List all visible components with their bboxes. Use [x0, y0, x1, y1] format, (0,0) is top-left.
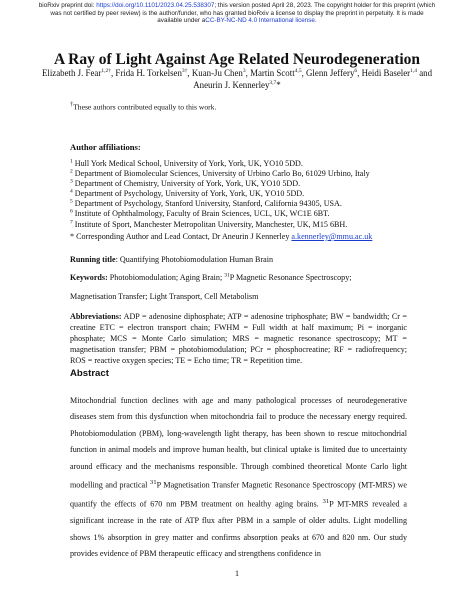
affiliations-list — [70, 159, 470, 230]
author-affiliation-sup: 1,2† — [101, 68, 111, 75]
preprint-banner — [14, 2, 460, 25]
corresponding-text: * Corresponding Author and Lead Contact, Dr Aneurin J Kennerley — [70, 232, 292, 241]
isotope-superscript: 31 — [322, 498, 330, 506]
author-name: Elizabeth J. Fear — [41, 68, 102, 78]
abbreviations-text: ADP = adenosine diphosphate; ATP = adenosine triphosphate; BW = bandwidth; Cr = creatine ETC = electron transport chain; FWHM = Full width at half maximum; Pi = inorganic phosphate; MCS = Monte Carlo simulation; MRS = magnetic resonance spectroscopy; MT = magnetisation transfer; PBM = photobiomodulation; PCr = phosphocreatine; RF = radiofrequency; ROS = reactive oxygen species; TE = Echo time; TR = Repetition time. — [70, 312, 407, 366]
author-separator: , — [245, 68, 251, 78]
license-link[interactable]: CC-BY-NC-ND 4.0 International license — [205, 17, 315, 25]
affiliation-text: Department of Psychology, University of York, York, UK, YO10 5DD. — [74, 189, 305, 199]
page-number: 1 — [234, 569, 240, 578]
running-title-label: Running title — [70, 255, 116, 264]
author-name: Heidi Baseler — [361, 68, 411, 78]
author-separator: , — [301, 68, 306, 78]
author-affiliation-sup: 4,5 — [294, 68, 302, 75]
corresponding-author — [70, 230, 407, 243]
banner-text: . — [314, 17, 317, 25]
abstract-text: Mitochondrial function declines with age and many pathological processes of neurodegenerative diseases stem from this dysfunction when mitochondria fail to produce the necessary energy required. Photobiomodulation (PBM), long-wavelength light therapy, has been shown to rescue mitochondrial function in animal models and improve human health, but clinical uptake is limited due to uncertainty around efficacy and the mechanisms responsible. Through combined theoretical Monte Carlo light modelling and practical — [70, 396, 407, 490]
author-affiliation-sup: 3† — [181, 68, 188, 75]
author-separator: and — [417, 68, 433, 78]
running-title — [70, 253, 407, 266]
note-text: These authors contributed equally to this work. — [73, 102, 217, 112]
email-link[interactable]: a.kennerley@mmu.ac.uk — [291, 232, 373, 241]
affiliation-item — [70, 209, 470, 219]
affiliation-item — [70, 169, 470, 179]
abstract-heading: Abstract — [70, 368, 109, 379]
affiliation-text: Institute of Sport, Manchester Metropolitan University, Manchester, UK, M15 6BH. — [74, 219, 348, 229]
affiliation-number: 7 — [70, 218, 73, 225]
author-separator: , — [187, 68, 192, 78]
author-affiliation-sup: 6 — [354, 68, 358, 75]
affiliation-text: Department of Biomolecular Sciences, University of Urbino Carlo Bo, 61029 Urbino, Italy — [74, 169, 370, 179]
banner-text: was not certified by peer review) is the author/funder, who has granted bioRxiv a license to display the preprint in perpetuity. It is made — [50, 9, 424, 17]
abbreviations-label: Abbreviations: — [70, 312, 122, 321]
isotope-superscript: 31 — [224, 272, 230, 279]
affiliation-item — [70, 159, 470, 169]
keywords-text: Photobiomodulation; Aging Brain; — [107, 273, 225, 282]
keywords-text: P Magnetic Resonance Spectroscopy; — [229, 273, 352, 282]
author-name: Kuan-Ju Chen — [191, 68, 243, 78]
author-affiliation-sup: 3,7 — [269, 79, 277, 86]
keywords — [70, 271, 407, 284]
affiliation-item — [70, 189, 470, 199]
author-list — [40, 68, 434, 91]
author-name: Frida H. Torkelsen — [115, 68, 182, 78]
affiliation-number: 2 — [70, 168, 73, 175]
doi-link[interactable]: https://doi.org/10.1101/2023.04.25.538307 — [96, 2, 215, 9]
affiliation-text: Department of Chemistry, University of York, York, UK, YO10 5DD. — [74, 179, 301, 189]
abstract-text: P MT-MRS revealed a significant increase in the rate of ATP flux after PBM in a sample of older adults. Light modelling shows 1% absorption in grey matter and confirms absorption peaks at 670 and 820 nm. Our study provides evidence of PBM therapeutic efficacy and strengthens confidence in — [70, 499, 407, 559]
affiliation-item — [70, 179, 470, 189]
banner-text: ; this version posted April 28, 2023. The copyright holder for this preprint (which — [214, 2, 436, 9]
affiliation-number: 4 — [70, 188, 73, 195]
affiliations-heading: Author affiliations: — [70, 142, 141, 152]
running-title-text: : Quantifying Photobiomodulation Human Brain — [115, 255, 274, 264]
banner-text: available under a — [157, 17, 206, 25]
affiliation-number: 5 — [70, 198, 73, 205]
keywords-line2: Magnetisation Transfer; Light Transport, Cell Metabolism — [70, 292, 259, 301]
abbreviations — [70, 311, 407, 366]
author-separator: * — [276, 79, 281, 90]
affiliation-number: 3 — [70, 178, 73, 185]
affiliation-number: 1 — [70, 158, 73, 165]
paper-title: A Ray of Light Against Age Related Neurodegeneration — [53, 51, 421, 68]
affiliation-text: Hull York Medical School, University of York, York, UK, YO10 5DD. — [74, 159, 303, 168]
affiliation-item — [70, 199, 470, 209]
affiliation-text: Institute of Ophthalmology, Faculty of Brain Sciences, UCL, UK, WC1E 6BT. — [74, 209, 330, 219]
dagger-mark: † — [70, 101, 74, 108]
author-name: Aneurin J. Kennerley — [193, 79, 270, 90]
keywords-label: Keywords: — [70, 273, 108, 282]
isotope-superscript: 31 — [149, 479, 157, 487]
abstract-text: P Magnetisation Transfer Magnetic Resonance Spectroscopy (MT-MRS) we quantify the effects of 670 nm PBM treatment on healthy aging brains. — [70, 480, 408, 509]
equal-contribution-note — [70, 100, 216, 112]
author-separator: , — [357, 68, 362, 78]
author-affiliation-sup: 3 — [242, 68, 246, 75]
banner-text: bioRxiv preprint doi: — [38, 2, 97, 9]
author-separator: , — [110, 68, 116, 78]
affiliation-number: 6 — [70, 208, 73, 215]
abstract-body — [70, 393, 407, 562]
affiliation-text: Department of Psychology, Stanford University, Stanford, California 94305, USA. — [74, 199, 342, 209]
author-name: Martin Scott — [250, 68, 295, 78]
affiliation-item — [70, 220, 470, 230]
author-name: Glenn Jeffery — [306, 68, 355, 78]
author-affiliation-sup: 1,4 — [410, 68, 418, 75]
